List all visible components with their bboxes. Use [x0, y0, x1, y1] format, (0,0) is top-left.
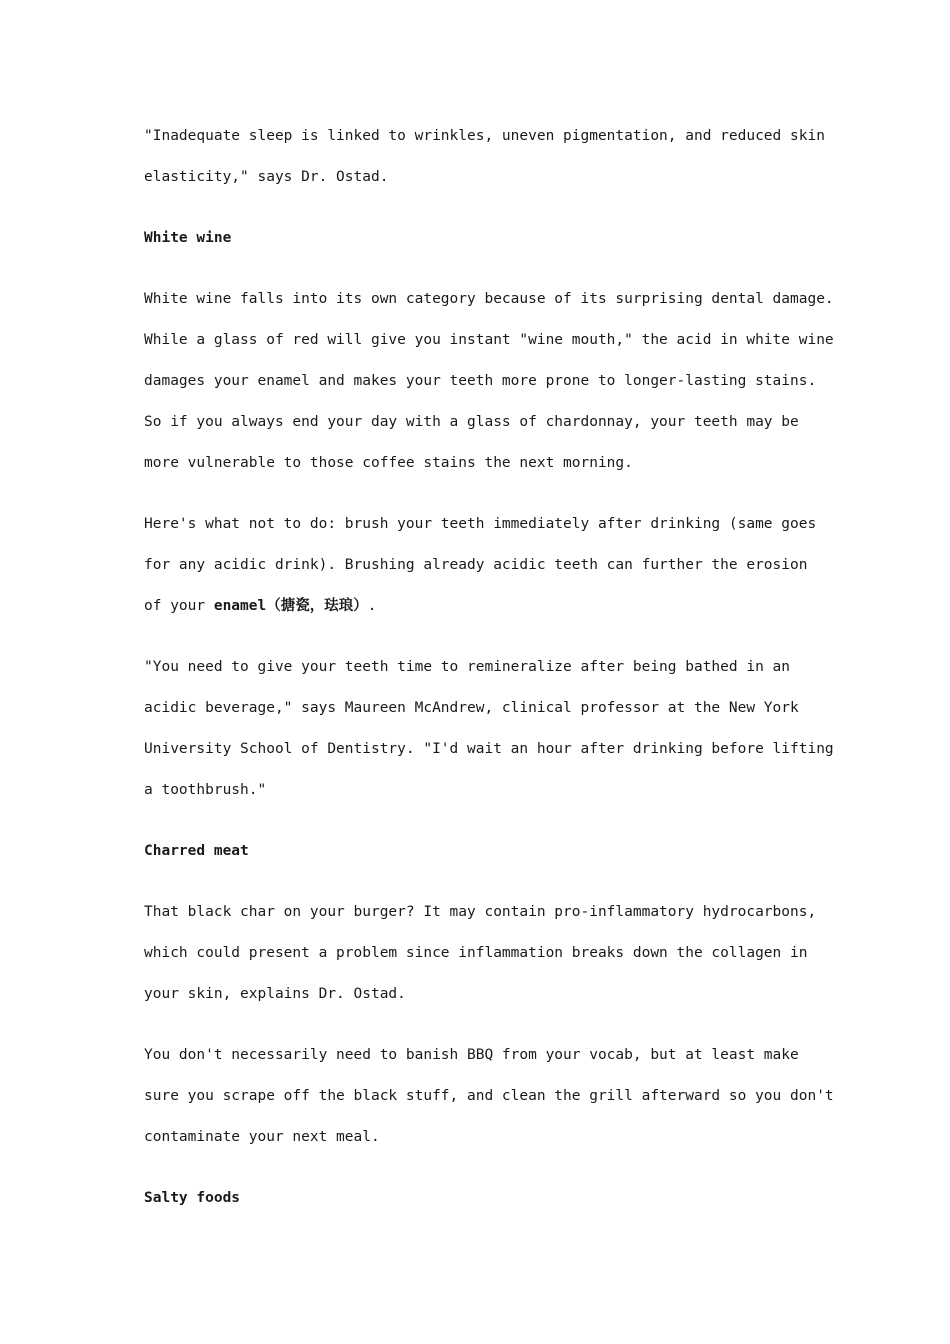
document-body [144, 116, 834, 1239]
paragraph-what-not-to-do [144, 504, 824, 627]
paragraph-white-wine [144, 279, 834, 484]
heading-charred-meat: Charred meat [144, 843, 249, 859]
paragraph-mcandrew-quote [144, 647, 834, 811]
text-line: You don't necessarily need to banish BBQ from your vocab, but at least make [144, 1047, 799, 1063]
text-line: University School of Dentistry. "I'd wait an hour after drinking before lifting [144, 741, 834, 757]
text-line: your skin, explains Dr. Ostad. [144, 986, 406, 1002]
text-line: a toothbrush." [144, 782, 267, 798]
text-line: sure you scrape off the black stuff, and clean the grill afterward so you don't [144, 1088, 834, 1104]
text-line: damages your enamel and makes your teeth more prone to longer-lasting stains. [144, 373, 817, 389]
text-line: So if you always end your day with a glass of chardonnay, your teeth may be [144, 414, 799, 430]
text-line: for any acidic drink). Brushing already acidic teeth can further the erosion [144, 557, 808, 573]
heading-white-wine: White wine [144, 230, 232, 246]
paragraph-charred-meat [144, 892, 824, 1015]
text-line: more vulnerable to those coffee stains the next morning. [144, 455, 633, 471]
text-line: contaminate your next meal. [144, 1129, 380, 1145]
text-line: acidic beverage," says Maureen McAndrew, clinical professor at the New York [144, 700, 799, 716]
text-line: White wine falls into its own category because of its surprising dental damage. [144, 291, 834, 307]
text-line: While a glass of red will give you instant "wine mouth," the acid in white wine [144, 332, 834, 348]
paragraph-bbq-advice [144, 1035, 834, 1158]
vocab-term-enamel: enamel（搪瓷，珐琅） [213, 598, 368, 614]
text-line: "You need to give your teeth time to remineralize after being bathed in an [144, 659, 791, 675]
text-line: That black char on your burger? It may contain pro-inflammatory hydrocarbons, [144, 904, 817, 920]
heading-salty-foods: Salty foods [144, 1190, 241, 1206]
text-line: Here's what not to do: brush your teeth immediately after drinking (same goes [144, 516, 817, 532]
text-line: "Inadequate sleep is linked to wrinkles, uneven pigmentation, and reduced skin [144, 128, 825, 144]
text-line: elasticity," says Dr. Ostad. [144, 169, 389, 185]
text-fragment: . [367, 598, 377, 614]
text-fragment: of your [144, 598, 214, 614]
text-line [144, 586, 824, 627]
paragraph-sleep-quote [144, 116, 824, 198]
text-line: which could present a problem since inflammation breaks down the collagen in [144, 945, 808, 961]
